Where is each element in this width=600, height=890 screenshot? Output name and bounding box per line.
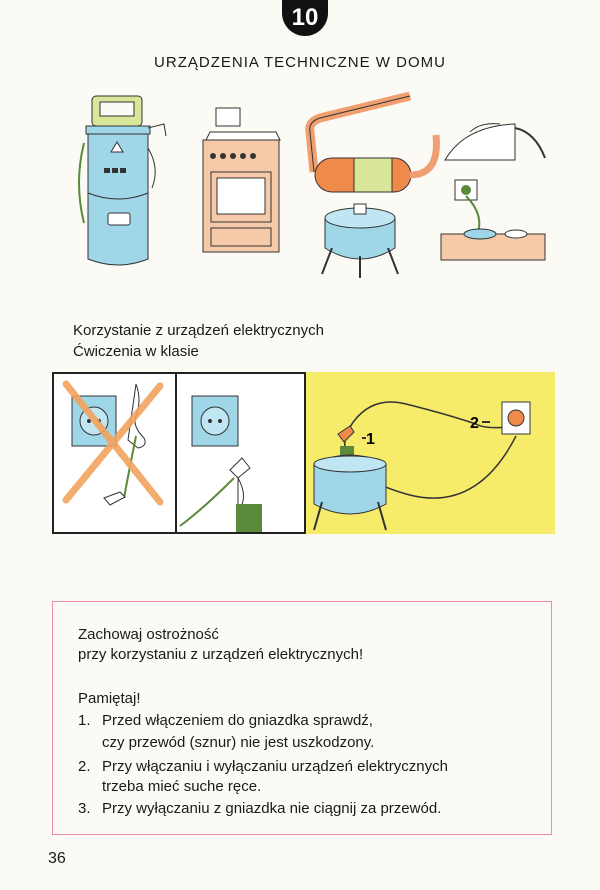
- rule-number: 3.: [78, 800, 91, 817]
- step-1-label: 1: [366, 431, 375, 448]
- rule-text: trzeba mieć suche ręce.: [102, 778, 262, 795]
- chapter-badge: [282, 0, 328, 36]
- rule-number: 1.: [78, 712, 91, 729]
- rule-text: Przy włączaniu i wyłączaniu urządzeń elektrycznych: [102, 758, 448, 775]
- rule-text: Przy wyłączaniu z gniazdka nie ciągnij za przewód.: [102, 800, 442, 817]
- washing-machine-icon: [79, 96, 166, 265]
- page-title: URZĄDZENIA TECHNICZNE W DOMU: [154, 54, 446, 71]
- subtitle-usage: Korzystanie z urządzeń elektrycznych: [73, 322, 324, 339]
- appliances-illustration: [60, 88, 560, 288]
- iron-icon: [445, 124, 545, 160]
- floor-polisher-icon: [322, 204, 398, 278]
- chapter-number: 10: [291, 4, 319, 31]
- socket-illustration: [54, 374, 304, 532]
- subtitle-exercises: Ćwiczenia w klasie: [73, 343, 199, 360]
- remember-heading: Pamiętaj!: [78, 690, 141, 707]
- exercise-panel: [52, 372, 306, 534]
- plug-icon: [338, 426, 354, 442]
- rule-number: 2.: [78, 758, 91, 775]
- highlight-panel: [306, 372, 555, 534]
- rule-text: czy przewód (sznur) nie jest uszkodzony.: [102, 734, 375, 751]
- warning-line-1: Zachowaj ostrożność: [78, 626, 219, 643]
- hotplate-icon: [441, 180, 545, 260]
- plugging-illustration: [306, 372, 555, 534]
- plug-icon: [104, 492, 125, 505]
- warning-line-2: przy korzystaniu z urządzeń elektrycznych!: [78, 646, 364, 663]
- vacuum-cleaner-icon: [310, 96, 437, 192]
- page-number: 36: [48, 850, 66, 867]
- stove-icon: [203, 108, 280, 252]
- plug-icon: [230, 458, 250, 478]
- rule-text: Przed włączeniem do gniazdka sprawdź,: [102, 712, 373, 729]
- step-2-label: 2: [470, 415, 479, 432]
